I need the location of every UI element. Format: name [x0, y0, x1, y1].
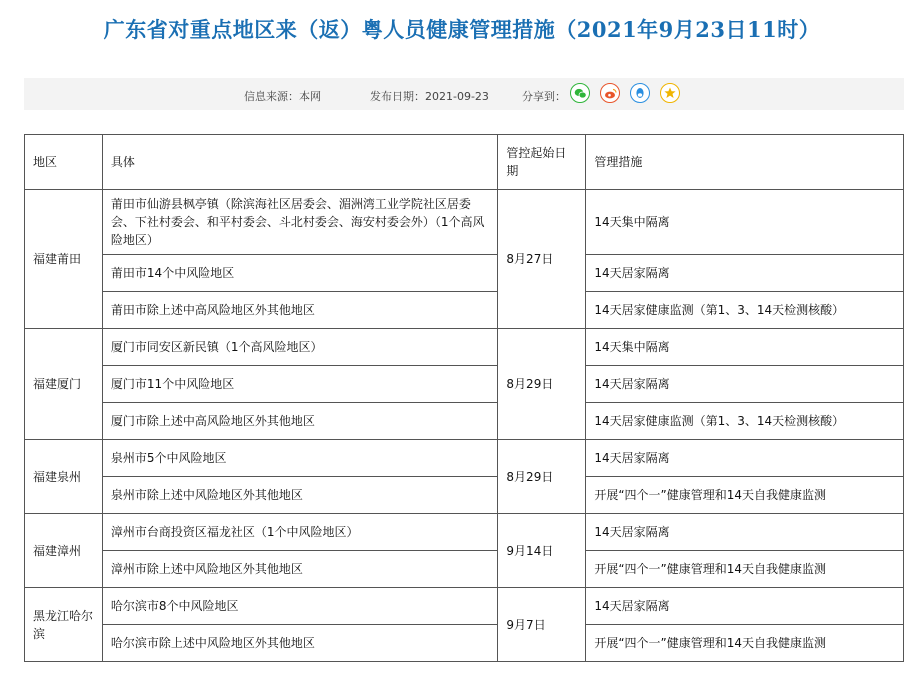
- region-cell: 福建莆田: [25, 190, 103, 329]
- header-start-date: 管控起始日期: [498, 135, 586, 190]
- detail-cell: 泉州市除上述中风险地区外其他地区: [102, 477, 498, 514]
- measure-cell: 14天集中隔离: [586, 190, 904, 255]
- detail-cell: 莆田市除上述中高风险地区外其他地区: [102, 292, 498, 329]
- detail-cell: 漳州市台商投资区福龙社区（1个中风险地区）: [102, 514, 498, 551]
- header-detail: 具体: [102, 135, 498, 190]
- table-row: [25, 403, 904, 440]
- measure-cell: 14天居家隔离: [586, 255, 904, 292]
- detail-cell: 莆田市仙游县枫亭镇（除滨海社区居委会、湄洲湾工业学院社区居委会、下社村委会、和平村委会、斗北村委会、海安村委会外）（1个高风险地区）: [102, 190, 498, 255]
- detail-cell: 哈尔滨市8个中风险地区: [102, 588, 498, 625]
- page-title: 广东省对重点地区来（返）粤人员健康管理措施（2021年9月23日11时）: [103, 17, 821, 42]
- detail-cell: 漳州市除上述中风险地区外其他地区: [102, 551, 498, 588]
- table-row: [25, 190, 904, 255]
- table-row: [25, 588, 904, 625]
- table-row: [25, 366, 904, 403]
- table-row: [25, 477, 904, 514]
- table-row: [25, 514, 904, 551]
- region-cell: 福建泉州: [25, 440, 103, 514]
- detail-cell: 哈尔滨市除上述中风险地区外其他地区: [102, 625, 498, 662]
- table-row: [25, 329, 904, 366]
- table-row: [25, 625, 904, 662]
- info-bar: [24, 78, 904, 110]
- measure-cell: 开展“四个一”健康管理和14天自我健康监测: [586, 551, 904, 588]
- measure-cell: 14天集中隔离: [586, 329, 904, 366]
- table-row: [25, 255, 904, 292]
- table-header-row: [25, 135, 904, 190]
- measure-cell: 开展“四个一”健康管理和14天自我健康监测: [586, 625, 904, 662]
- detail-cell: 厦门市同安区新民镇（1个高风险地区）: [102, 329, 498, 366]
- table-row: [25, 551, 904, 588]
- measures-table: [24, 134, 904, 662]
- detail-cell: 厦门市11个中风险地区: [102, 366, 498, 403]
- table-row: [25, 292, 904, 329]
- info-date: 发布日期：2021-09-23: [370, 90, 489, 103]
- qzone-icon[interactable]: [660, 83, 680, 103]
- region-cell: 黑龙江哈尔滨: [25, 588, 103, 662]
- start-date-cell: 8月27日: [498, 190, 586, 329]
- info-source: 信息来源：本网: [244, 90, 321, 103]
- start-date-cell: 9月7日: [498, 588, 586, 662]
- measure-cell: 14天居家隔离: [586, 366, 904, 403]
- qq-icon[interactable]: [630, 83, 650, 103]
- header-measure: 管理措施: [586, 135, 904, 190]
- wechat-icon[interactable]: [570, 83, 590, 103]
- region-cell: 福建漳州: [25, 514, 103, 588]
- measure-cell: 开展“四个一”健康管理和14天自我健康监测: [586, 477, 904, 514]
- start-date-cell: 9月14日: [498, 514, 586, 588]
- share-label: 分享到：: [522, 90, 566, 103]
- measure-cell: 14天居家健康监测（第1、3、14天检测核酸）: [586, 403, 904, 440]
- detail-cell: 厦门市除上述中高风险地区外其他地区: [102, 403, 498, 440]
- detail-cell: 莆田市14个中风险地区: [102, 255, 498, 292]
- start-date-cell: 8月29日: [498, 329, 586, 440]
- weibo-icon[interactable]: [600, 83, 620, 103]
- region-cell: 福建厦门: [25, 329, 103, 440]
- measure-cell: 14天居家健康监测（第1、3、14天检测核酸）: [586, 292, 904, 329]
- header-region: 地区: [25, 135, 103, 190]
- table-row: [25, 440, 904, 477]
- measure-cell: 14天居家隔离: [586, 514, 904, 551]
- start-date-cell: 8月29日: [498, 440, 586, 514]
- measure-cell: 14天居家隔离: [586, 440, 904, 477]
- detail-cell: 泉州市5个中风险地区: [102, 440, 498, 477]
- measure-cell: 14天居家隔离: [586, 588, 904, 625]
